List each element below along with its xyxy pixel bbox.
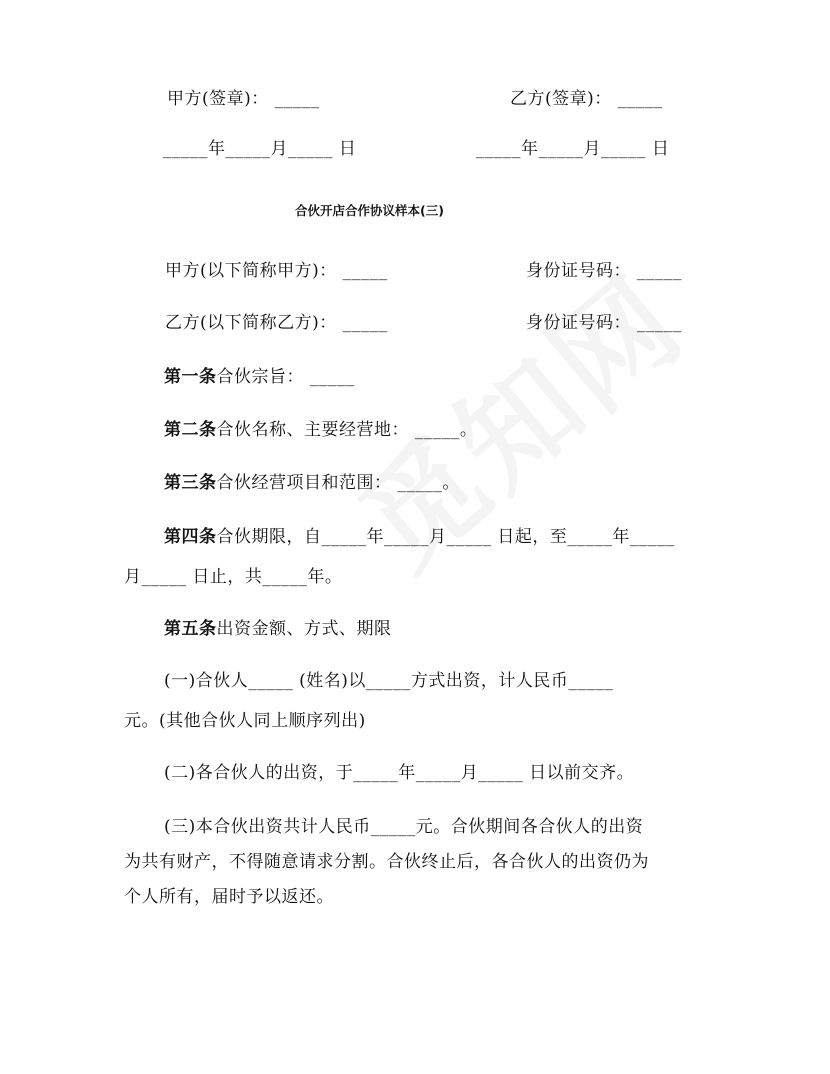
article-5-text: 出资金额、方式、期限 — [216, 619, 392, 639]
article-2-text: 合伙名称、主要经营地： _____。 — [216, 420, 478, 440]
article-2-label: 第二条 — [164, 420, 217, 440]
article-4-text-line1: 合伙期限，自_____年_____月_____ 日起，至_____年_____ — [216, 527, 675, 547]
item-2: (二)各合伙人的出资，于_____年_____月_____ 日以前交齐。 — [164, 763, 635, 783]
article-5-label: 第五条 — [164, 619, 217, 639]
article-3 — [164, 471, 460, 495]
item-3-line2: 为共有财产，不得随意请求分割。合伙终止后，各合伙人的出资仍为 — [124, 852, 649, 872]
item-1-line2: 元。(其他合伙人同上顺序列出) — [124, 711, 366, 731]
item-3-line3: 个人所有，届时予以返还。 — [124, 887, 334, 907]
section-title: 合伙开店合作协议样本(三) — [295, 203, 444, 218]
item-1-line1: (一)合伙人_____ (姓名)以_____方式出资，计人民币_____ — [164, 671, 614, 691]
article-4-text-line2: 月_____ 日止，共_____年。 — [124, 567, 343, 587]
article-3-text: 合伙经营项目和范围： _____。 — [216, 473, 460, 493]
article-1 — [164, 365, 355, 389]
party-a-id-field: 身份证号码： _____ — [526, 261, 682, 281]
party-a-date: _____年_____月_____ 日 — [163, 139, 357, 159]
article-1-text: 合伙宗旨： _____ — [216, 367, 355, 387]
article-5 — [164, 617, 392, 641]
party-b-date: _____年_____月_____ 日 — [476, 139, 670, 159]
article-1-label: 第一条 — [164, 367, 217, 387]
article-4-label: 第四条 — [164, 527, 217, 547]
party-a-signature: 甲方(签章)： _____ — [167, 89, 320, 109]
party-a-name-field: 甲方(以下简称甲方)： _____ — [165, 261, 388, 281]
article-2 — [164, 418, 477, 442]
party-b-id-field: 身份证号码： _____ — [526, 313, 682, 333]
article-4 — [164, 525, 675, 549]
party-b-name-field: 乙方(以下简称乙方)： _____ — [165, 313, 388, 333]
party-b-signature: 乙方(签章)： _____ — [510, 89, 663, 109]
item-3-line1: (三)本合伙出资共计人民币_____元。合伙期间各合伙人的出资 — [164, 817, 644, 837]
article-3-label: 第三条 — [164, 473, 217, 493]
